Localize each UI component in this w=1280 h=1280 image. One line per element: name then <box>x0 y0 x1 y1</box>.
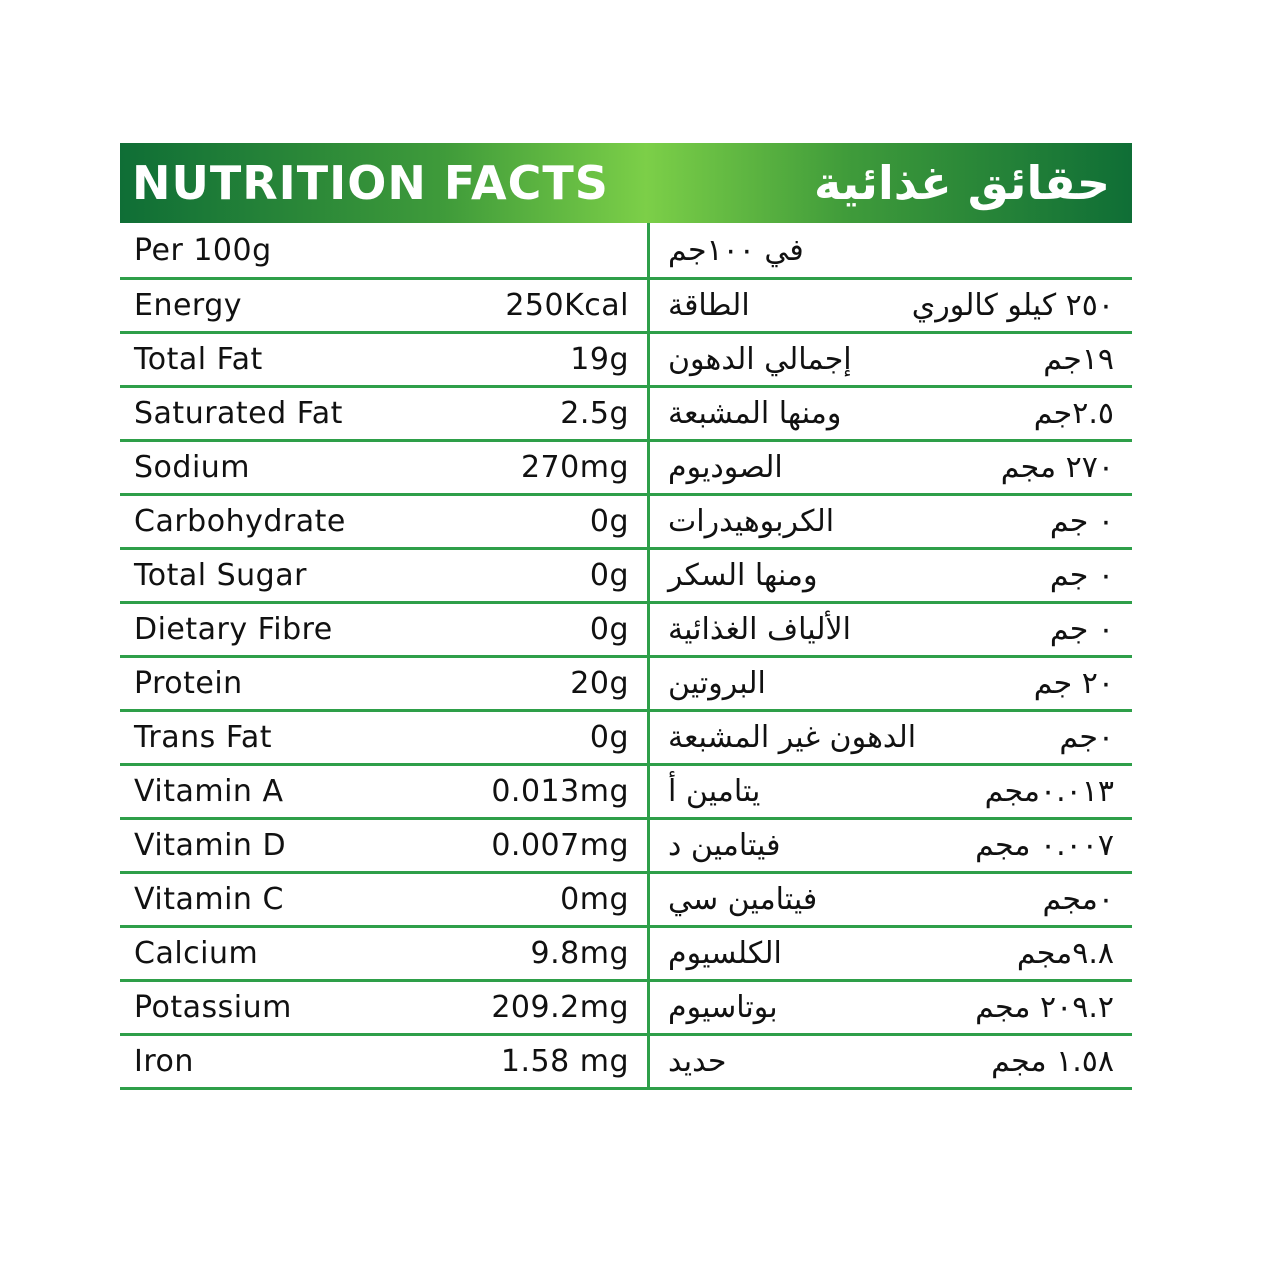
nutrient-name-en: Saturated Fat <box>134 396 343 431</box>
column-divider <box>647 223 650 1090</box>
nutrient-en <box>120 820 647 871</box>
nutrition-facts-label <box>120 143 1132 1090</box>
nutrient-name-ar: بوتاسيوم <box>668 990 778 1025</box>
nutrient-ar <box>650 874 1132 925</box>
nutrient-ar <box>650 658 1132 709</box>
nutrient-value-ar: ٠.٠١٣مجم <box>984 774 1114 809</box>
nutrient-ar <box>650 766 1132 817</box>
nutrient-row <box>120 766 1132 820</box>
nutrient-row <box>120 820 1132 874</box>
nutrient-en <box>120 928 647 979</box>
nutrient-row <box>120 550 1132 604</box>
per-serving-label-en: Per 100g <box>134 232 272 268</box>
nutrient-value-en: 209.2mg <box>491 990 629 1025</box>
nutrient-value-en: 2.5g <box>560 396 629 431</box>
nutrient-name-en: Trans Fat <box>134 720 272 755</box>
nutrient-name-en: Total Sugar <box>134 558 307 593</box>
nutrient-name-en: Energy <box>134 288 243 323</box>
nutrient-value-ar: ٩.٨مجم <box>1016 936 1114 971</box>
header-title-ar: حقائق غذائية <box>814 156 1110 210</box>
nutrient-en <box>120 280 647 331</box>
nutrient-value-ar: ١.٥٨ مجم <box>991 1044 1114 1079</box>
nutrient-row <box>120 1036 1132 1090</box>
nutrient-value-en: 0.007mg <box>491 828 629 863</box>
nutrient-value-ar: ٢٠ جم <box>1033 666 1114 701</box>
nutrient-value-en: 0g <box>589 612 629 647</box>
nutrient-value-en: 270mg <box>520 450 629 485</box>
nutrient-en <box>120 1036 647 1087</box>
nutrient-en <box>120 982 647 1033</box>
per-serving-row <box>120 223 1132 280</box>
nutrient-name-ar: فيتامين د <box>668 828 781 863</box>
nutrient-name-ar: حديد <box>668 1044 727 1079</box>
nutrient-en <box>120 550 647 601</box>
nutrient-row <box>120 334 1132 388</box>
nutrient-ar <box>650 982 1132 1033</box>
nutrient-row <box>120 442 1132 496</box>
nutrient-ar <box>650 280 1132 331</box>
nutrient-row <box>120 982 1132 1036</box>
nutrient-name-en: Dietary Fibre <box>134 612 333 647</box>
nutrient-ar <box>650 1036 1132 1087</box>
nutrient-name-ar: ومنها المشبعة <box>668 396 842 431</box>
nutrient-name-en: Sodium <box>134 450 251 485</box>
nutrient-value-en: 0g <box>589 504 629 539</box>
nutrient-value-ar: ٠جم <box>1059 720 1114 755</box>
nutrient-name-ar: يتامين أ <box>668 774 761 809</box>
nutrient-en <box>120 604 647 655</box>
per-serving-en <box>120 223 647 277</box>
nutrient-name-ar: الدهون غير المشبعة <box>668 720 917 755</box>
nutrient-row <box>120 388 1132 442</box>
nutrient-value-ar: ٠ جم <box>1049 612 1114 647</box>
nutrient-ar <box>650 334 1132 385</box>
nutrient-ar <box>650 388 1132 439</box>
header-title-en: NUTRITION FACTS <box>132 156 609 210</box>
nutrient-en <box>120 442 647 493</box>
nutrient-value-en: 20g <box>570 666 629 701</box>
facts-table <box>120 223 1132 1090</box>
nutrient-name-en: Protein <box>134 666 243 701</box>
nutrient-name-ar: إجمالي الدهون <box>668 342 852 377</box>
nutrient-name-ar: الألياف الغذائية <box>668 612 851 647</box>
nutrient-value-ar: ٢.٥جم <box>1033 396 1114 431</box>
nutrient-ar <box>650 496 1132 547</box>
per-serving-label-ar: في ١٠٠جم <box>668 232 804 268</box>
nutrient-ar <box>650 712 1132 763</box>
nutrient-row <box>120 712 1132 766</box>
nutrient-value-en: 250Kcal <box>505 288 629 323</box>
nutrient-name-ar: ومنها السكر <box>668 558 818 593</box>
nutrient-value-ar: ٠.٠٠٧ مجم <box>975 828 1114 863</box>
nutrient-name-ar: الكلسيوم <box>668 936 782 971</box>
nutrient-row <box>120 658 1132 712</box>
nutrient-name-en: Potassium <box>134 990 292 1025</box>
nutrient-name-ar: الصوديوم <box>668 450 783 485</box>
nutrient-ar <box>650 928 1132 979</box>
nutrient-name-ar: الكربوهيدرات <box>668 504 835 539</box>
nutrient-en <box>120 388 647 439</box>
nutrient-name-ar: البروتين <box>668 666 766 701</box>
nutrient-name-en: Iron <box>134 1044 194 1079</box>
nutrient-value-ar: ٢٥٠ كيلو كالوري <box>911 288 1114 323</box>
nutrient-value-ar: ٠ جم <box>1049 558 1114 593</box>
nutrient-name-en: Calcium <box>134 936 259 971</box>
nutrient-value-ar: ٢٧٠ مجم <box>1000 450 1114 485</box>
nutrient-row <box>120 280 1132 334</box>
nutrient-value-en: 0mg <box>560 882 629 917</box>
nutrient-value-en: 0g <box>589 558 629 593</box>
nutrient-name-en: Vitamin C <box>134 882 284 917</box>
nutrient-name-en: Vitamin D <box>134 828 287 863</box>
nutrient-row <box>120 496 1132 550</box>
nutrient-value-en: 19g <box>570 342 629 377</box>
nutrient-en <box>120 658 647 709</box>
nutrient-name-ar: الطاقة <box>668 288 750 323</box>
nutrient-row <box>120 928 1132 982</box>
nutrient-en <box>120 766 647 817</box>
nutrition-header <box>120 143 1132 223</box>
nutrient-name-en: Carbohydrate <box>134 504 346 539</box>
nutrient-value-en: 9.8mg <box>530 936 629 971</box>
nutrient-ar <box>650 442 1132 493</box>
nutrient-ar <box>650 604 1132 655</box>
nutrient-value-en: 1.58 mg <box>500 1044 629 1079</box>
nutrient-value-ar: ١٩جم <box>1043 342 1114 377</box>
nutrient-name-en: Vitamin A <box>134 774 284 809</box>
nutrient-name-ar: فيتامين سي <box>668 882 818 917</box>
nutrient-value-ar: ٠مجم <box>1042 882 1114 917</box>
nutrient-en <box>120 712 647 763</box>
nutrient-value-en: 0.013mg <box>491 774 629 809</box>
nutrient-name-en: Total Fat <box>134 342 263 377</box>
nutrient-en <box>120 874 647 925</box>
nutrient-row <box>120 874 1132 928</box>
nutrient-value-ar: ٢٠٩.٢ مجم <box>975 990 1114 1025</box>
nutrient-ar <box>650 820 1132 871</box>
nutrient-row <box>120 604 1132 658</box>
nutrient-en <box>120 496 647 547</box>
nutrient-en <box>120 334 647 385</box>
per-serving-ar <box>650 223 1132 277</box>
nutrient-ar <box>650 550 1132 601</box>
nutrient-value-ar: ٠ جم <box>1049 504 1114 539</box>
nutrient-value-en: 0g <box>589 720 629 755</box>
